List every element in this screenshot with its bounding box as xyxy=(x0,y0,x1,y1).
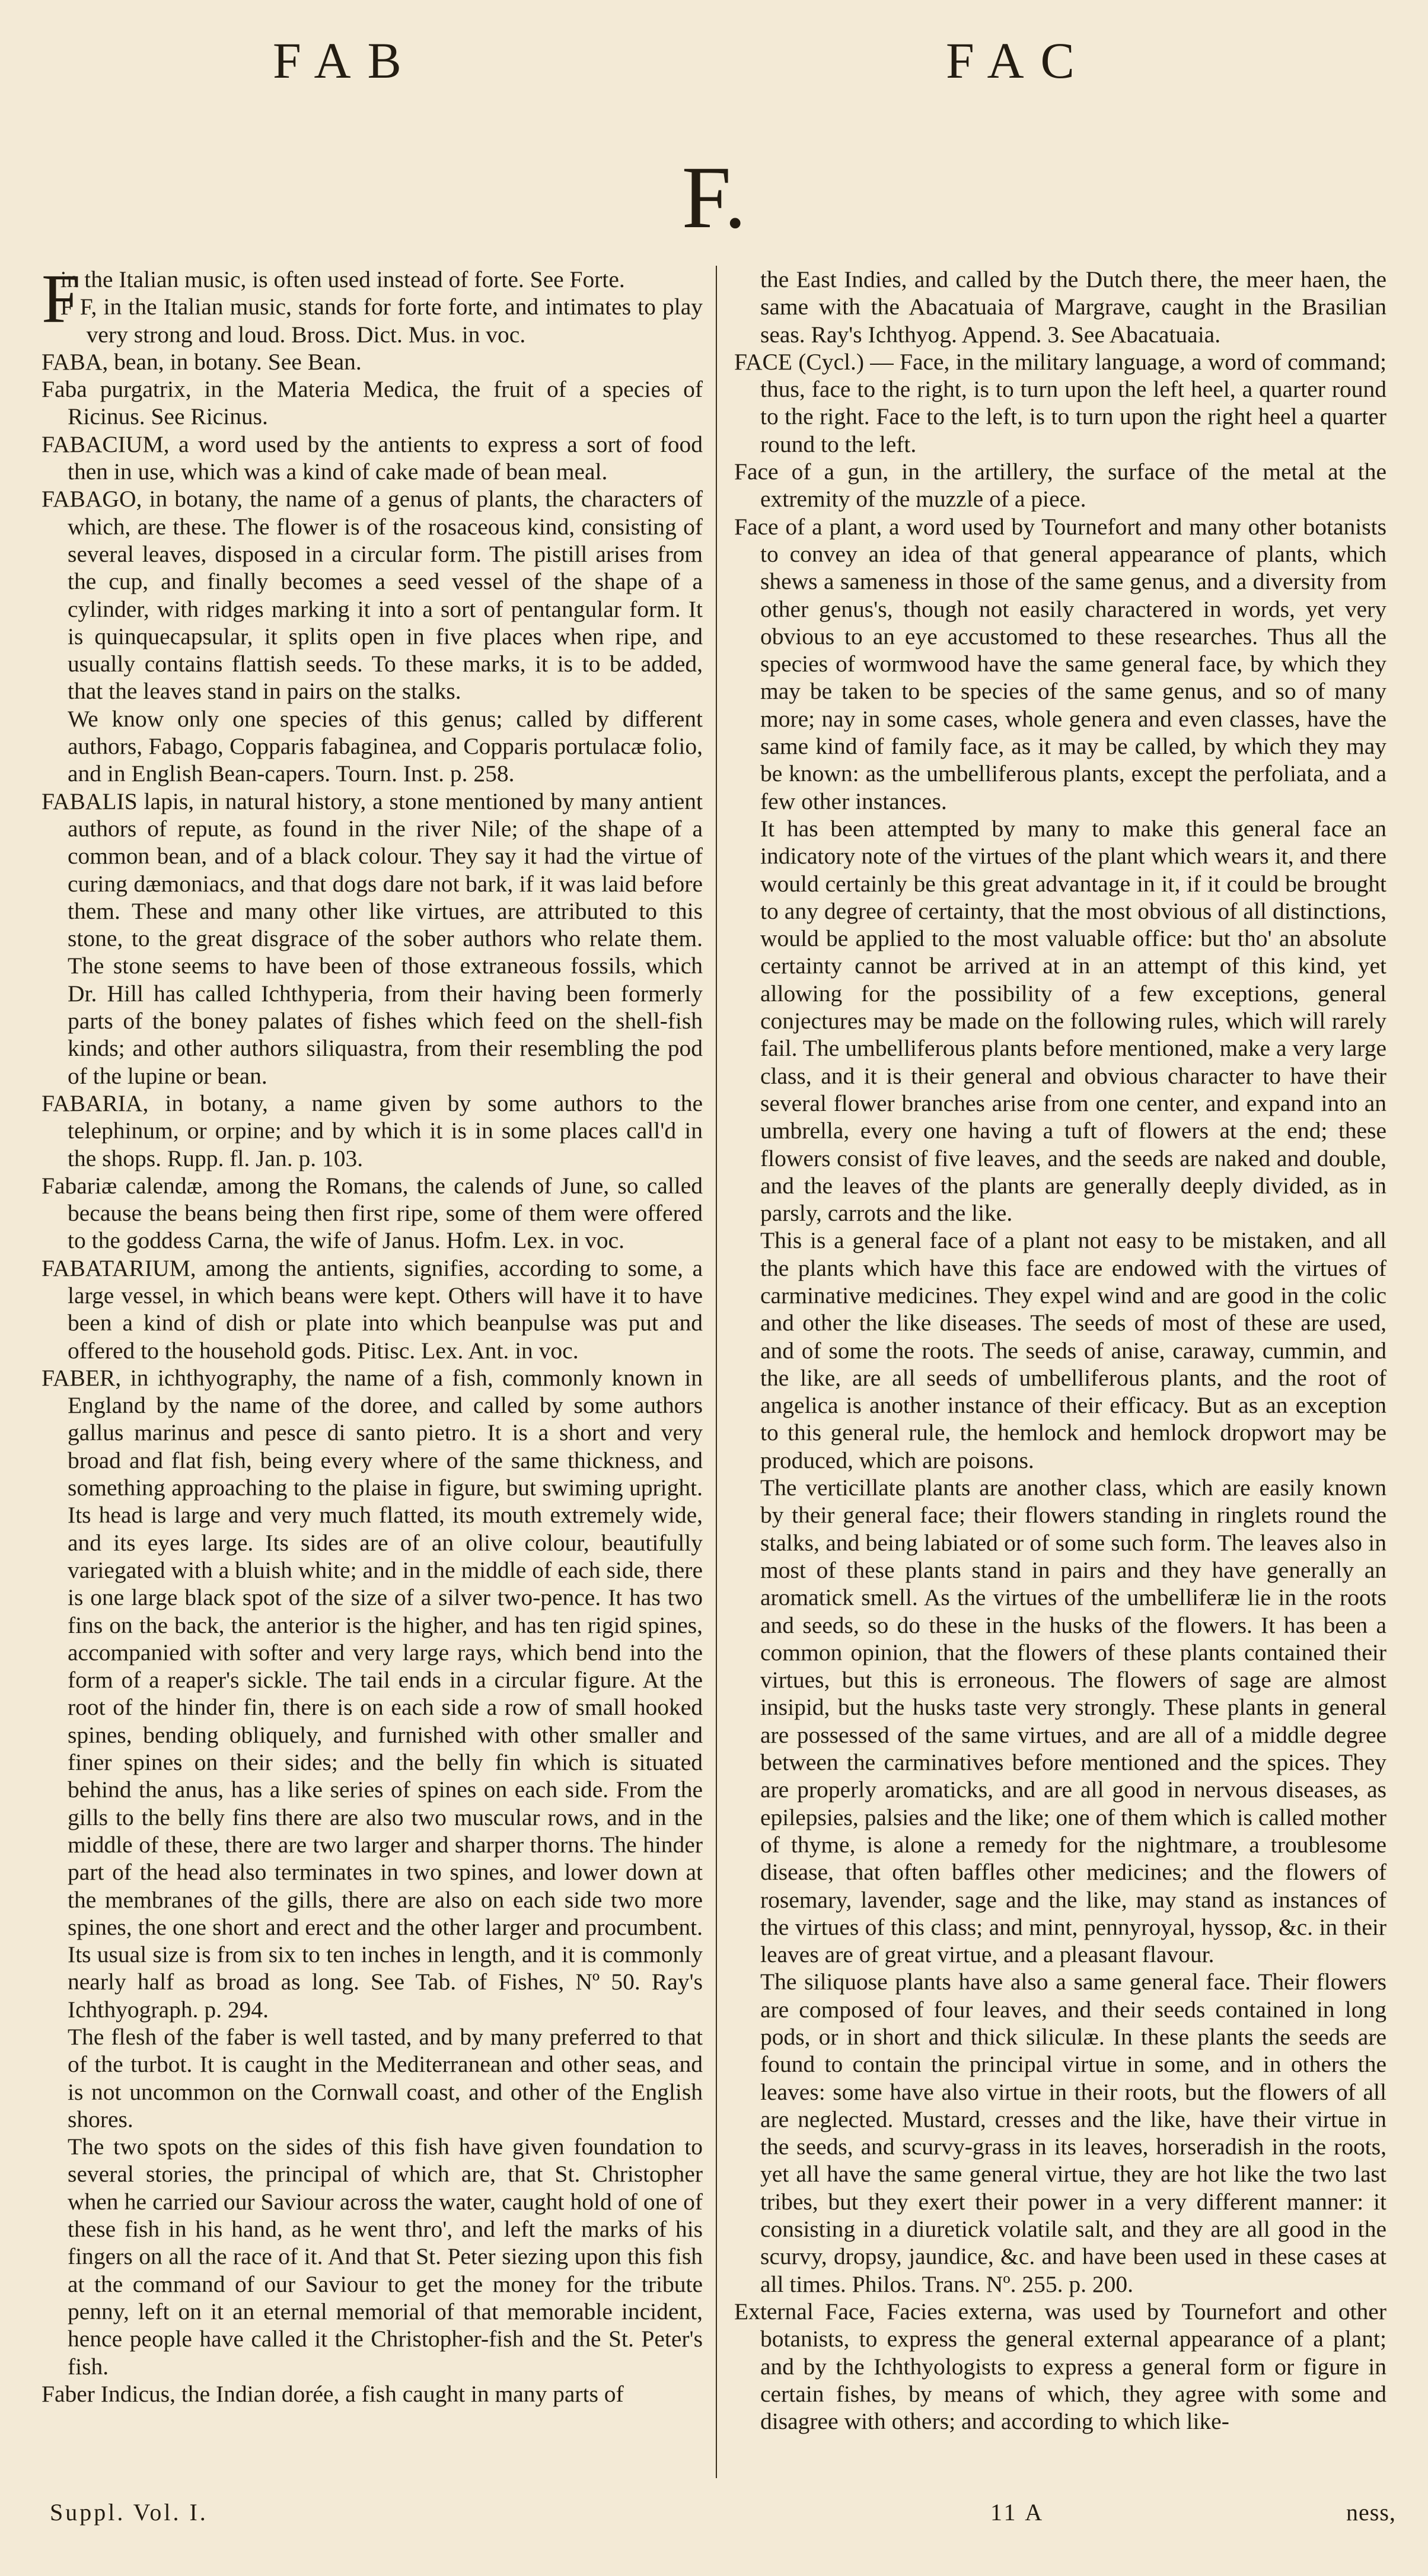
entry-text: The verticillate plants are another class, which are easily known by their general face; their flowers standing in ringlets round the stalks, and being labiated or of some such form. The leaves also in most of these plants stand in pairs and they have generally an aromatick smell. As the virtues of the umbelliferæ lie in the roots and seeds, so do these in the husks of the flowers. It has been a common opinion, that the flowers of these plants contained their virtues, but this is erroneous. The flowers of sage are almost insipid, but the husks taste very strongly. These plants in general are possessed of the same virtues, and are all of a middle degree between the carminatives before mentioned and the spices. They are properly aromaticks, and are all good in nervous diseases, as epilepsies, palsies and the like; one of them which is called mother of thyme, is alone a remedy for the nightmare, a troublesome disease, that often baffles other medicines; and the flowers of rosemary, lavender, sage and the like, may stand as instances of the virtues of this class; and mint, pennyroyal, hyssop, &c. in their leaves are of great virtue, and a pleasant flavour. xyxy=(760,1475,1386,1968)
entry-paragraph xyxy=(734,266,1386,348)
entry-paragraph xyxy=(42,2023,703,2133)
drop-cap: F xyxy=(42,260,81,337)
dictionary-entry xyxy=(42,485,703,705)
entry-paragraph xyxy=(734,815,1386,1227)
entry-paragraph xyxy=(42,2133,703,2380)
entry-text: Face of a gun, in the artillery, the surface of the metal at the extremity of the muzzle of a piece. xyxy=(734,458,1386,512)
dictionary-entry xyxy=(42,1364,703,2023)
dictionary-entry xyxy=(42,1172,703,1254)
dictionary-entry xyxy=(42,1254,703,1364)
signature-left: Suppl. Vol. I. xyxy=(50,2499,208,2526)
entry-text: The flesh of the faber is well tasted, and by many preferred to that of the turbot. It is caught in the Mediterranean and other seas, and is not uncommon on the Cornwall coast, and other of the English shores. xyxy=(68,2024,703,2132)
entry-text: FABAGO, in botany, the name of a genus of plants, the characters of which, are these. The flower is of the rosaceous kind, consisting of several leaves, disposed in a circular form. The pistill arises from the cup, and finally becomes a seed vessel of the shape of a cylinder, with ridges marking it into a sort of pentangular form. It is quinquecapsular, it splits open in five places when ripe, and usually contains flattish seeds. To these marks, it is to be added, that the leaves stand in pairs on the stalks. xyxy=(42,486,703,705)
entry-text: in the Italian music, is often used instead of forte. See Forte. xyxy=(60,266,625,292)
dictionary-entry xyxy=(42,431,703,486)
left-column xyxy=(42,260,703,2408)
entry-text: External Face, Facies externa, was used by Tournefort and other botanists, to express the general external appearance of a plant; and by the Ichthyologists to express a general form or figure in certain fishes, by means of which, they agree with some and disagree with others; and according to which like- xyxy=(734,2298,1386,2435)
running-head-right: FAC xyxy=(946,32,1091,89)
entry-paragraph xyxy=(734,1227,1386,1474)
entry-text: FABA, bean, in botany. See Bean. xyxy=(42,348,362,375)
right-column xyxy=(734,266,1386,2435)
dictionary-entry xyxy=(42,348,703,375)
entry-text: It has been attempted by many to make this general face an indicatory note of the virtues of the plant which wears it, and there would certainly be this great advantage in it, if it could be brought to any degree of certainty, that the most obvious of all distinctions, would be applied to the most valuable office: but tho' an absolute certainty cannot be arrived at in an attempt of this kind, yet allowing for the possibility of a few exceptions, general conjectures may be made on the following rules, which will rarely fail. The umbelliferous plants before mentioned, make a very large class, and it is their general and obvious character to have their several flower branches arise from one center, and expand into an umbrella, every one having a tuft of flowers at the end; these flowers consist of five leaves, and the seeds are naked and double, and the leaves of the plants are generally deeply divided, as in parsly, carrots and the like. xyxy=(760,815,1386,1227)
entry-text: FACE (Cycl.) — Face, in the military language, a word of command; thus, face to the right, is to turn upon the left heel, a quarter round to the right. Face to the left, is to turn upon the right heel a quarter round to the left. xyxy=(734,348,1386,457)
dictionary-entry xyxy=(734,458,1386,513)
entry-text: FABACIUM, a word used by the antients to express a sort of food then in use, which was a kind of cake made of bean meal. xyxy=(42,431,703,485)
entry-text: the East Indies, and called by the Dutch there, the meer haen, the same with the Abacatuaia of Margrave, caught in the Brasilian seas. Ray's Ichthyog. Append. 3. See Abacatuaia. xyxy=(760,266,1386,348)
entry-text: The two spots on the sides of this fish have given foundation to several stories, the principal of which are, that St. Christopher when he carried our Saviour across the water, caught hold of one of these fish in his hand, as he went thro', and left the marks of his fingers on all the race of it. And that St. Peter siezing upon this fish at the command of our Saviour to get the money for the tribute penny, left on it an eternal memorial of that memorable incident, hence people have called it the Christopher-fish and the St. Peter's fish. xyxy=(68,2134,703,2380)
signature-mark: 11 A xyxy=(990,2499,1045,2526)
dictionary-entry xyxy=(42,2380,703,2408)
entry-text: F F, in the Italian music, stands for forte forte, and intimates to play very strong and loud. Bross. Dict. Mus. in voc. xyxy=(60,294,703,348)
entry-text: We know only one species of this genus; called by different authors, Fabago, Copparis fabaginea, and Copparis portulacæ folio, and in English Bean-capers. Tourn. Inst. p. 258. xyxy=(68,705,703,787)
entry-paragraph xyxy=(734,1968,1386,2298)
entry-text: FABARIA, in botany, a name given by some authors to the telephinum, or orpine; and by which it is in some places call'd in the shops. Rupp. fl. Jan. p. 103. xyxy=(42,1090,703,1171)
dictionary-entry xyxy=(734,348,1386,458)
dictionary-entry xyxy=(734,513,1386,815)
dictionary-entry xyxy=(42,1090,703,1172)
entry-text: FABATARIUM, among the antients, signifies, according to some, a large vessel, in which beans were kept. Others will have it to have been a kind of dish or plate into which beanpulse was put and offered to the household gods. Pitisc. Lex. Ant. in voc. xyxy=(42,1254,703,1364)
column-divider xyxy=(716,266,717,2478)
entry-text: FABER, in ichthyography, the name of a fish, commonly known in England by the name of the doree, and called by some authors gallus marinus and pesce di santo pietro. It is a short and very broad and flat fish, being every where of the same thickness, and something approaching to the plaise in figure, but swiming upright. Its head is large and very much flatted, its mouth extremely wide, and its eyes large. Its sides are of an olive colour, beautifully variegated with a bluish white; and in the middle of each side, there is one large black spot of the size of a silver two-pence. It has two fins on the back, the anterior is the higher, and has ten rigid spines, accompanied with softer and very large rays, which bend into the form of a reaper's sickle. The tail ends in a circular figure. At the root of the hinder fin, there is on each side a row of small hooked spines, bending obliquely, and furnished with other smaller and finer spines on their sides; and the belly fin which is situated behind the anus, has a like series of spines on each side. From the gills to the belly fins there are also two muscular rows, and in the middle of these, there are two larger and sharper thorns. The hinder part of the head also terminates in two spines, and lower down at the membranes of the gills, there are also on each side two more spines, the one short and erect and the other larger and procumbent. Its usual size is from six to ten inches in length, and it is commonly nearly half as broad as long. See Tab. of Fishes, Nº 50. Ray's Ichthyograph. p. 294. xyxy=(42,1364,703,2023)
entry-text: Fabariæ calendæ, among the Romans, the calends of June, so called because the beans being then first ripe, some of them were offered to the goddess Carna, the wife of Janus. Hofm. Lex. in voc. xyxy=(42,1172,703,1254)
entry-text: FABALIS lapis, in natural history, a stone mentioned by many antient authors of repute, as found in the river Nile; of the shape of a common bean, and of a black colour. They say it had the virtue of curing dæmoniacs, and that dogs dare not bark, if it was laid before them. These and many other like virtues, are attributed to this stone, to the great disgrace of the sober authors who relate them. The stone seems to have been of those extraneous fossils, which Dr. Hill has called Ichthyperia, from their having been formerly parts of the boney palates of fishes which feed on the shell-fish kinds; and other authors siliquastra, from their resembling the pod of the lupine or bean. xyxy=(42,788,703,1089)
entry-paragraph xyxy=(734,1474,1386,1968)
dictionary-entry xyxy=(42,293,703,348)
entry-text: The siliquose plants have also a same general face. Their flowers are composed of four leaves, and their seeds contained in long pods, or in short and thick siliculæ. In these plants the seeds are found to contain the principal virtue in some, and in others the leaves: some have also virtue in their roots, but the flowers of all are neglected. Mustard, cresses and the like, have their virtue in the seeds, and scurvy-grass in its leaves, horseradish in the roots, yet all have the same general virtue, they are hot like the two last tribes, but they exert their power in a very different manner: it consisting in a diuretick volatile salt, and they are all good in the scurvy, dropsy, jaundice, &c. and have been used in these cases at all times. Philos. Trans. Nº. 255. p. 200. xyxy=(760,1969,1386,2297)
entry-text: This is a general face of a plant not easy to be mistaken, and all the plants which have this face are endowed with the virtues of carminative medicines. They expel wind and are good in the colic and other the like diseases. The seeds of most of these are used, and of some the roots. The seeds of anise, caraway, cummin, and the like, are all seeds of umbelliferous plants, and the root of angelica is another instance of their efficacy. But as an exception to this general rule, the hemlock and hemlock dropwort may be produced, which are poisons. xyxy=(760,1227,1386,1473)
dictionary-entry xyxy=(42,375,703,431)
entry-text: Faba purgatrix, in the Materia Medica, the fruit of a species of Ricinus. See Ricinus. xyxy=(42,376,703,430)
dictionary-entry xyxy=(42,788,703,1090)
section-letter: F. xyxy=(681,148,747,247)
entry-text: Face of a plant, a word used by Tournefort and many other botanists to convey an idea of that general appearance of plants, which shews a sameness in those of the same genus, and a diversity from other genus's, though not easily charactered in words, yet very obvious to an eye accustomed to these researches. Thus all the species of wormwood have the same general face, by which they may be taken to be species of the same genus, and so of many more; nay in some cases, whole genera and even classes, have the same kind of family face, as it may be called, by which they may be known: as the umbelliferous plants, except the perfoliata, and a few other instances. xyxy=(734,513,1386,814)
running-head-left: FAB xyxy=(273,32,418,89)
entry-text: Faber Indicus, the Indian dorée, a fish caught in many parts of xyxy=(42,2380,624,2407)
dictionary-entry xyxy=(734,2298,1386,2435)
catchword: ness, xyxy=(1346,2499,1396,2526)
entry-paragraph xyxy=(42,705,703,788)
